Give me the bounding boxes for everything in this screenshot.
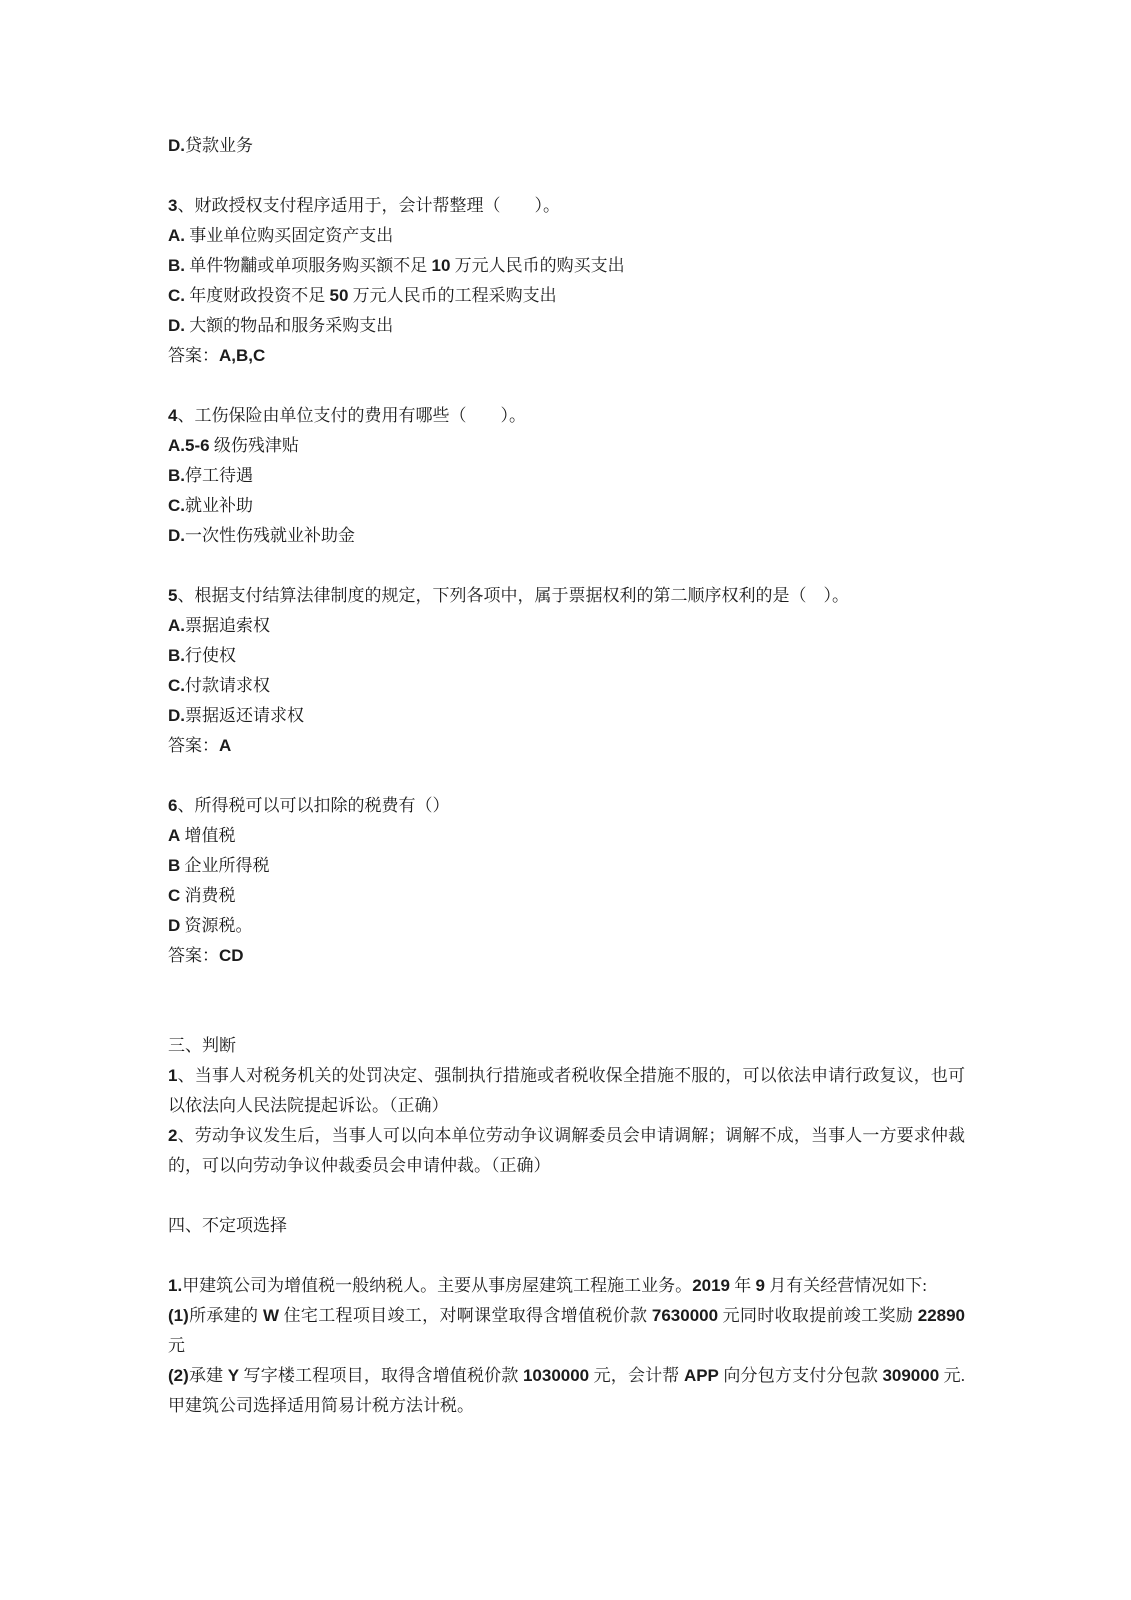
latin-bold-run: APP <box>683 1366 719 1385</box>
text-run: 所承建的 <box>188 1306 263 1325</box>
paragraph <box>168 1121 965 1181</box>
text-run: 元.甲建筑公司选择适用简易计税方法计税。 <box>168 1366 966 1415</box>
latin-bold-run: CD <box>219 946 244 965</box>
latin-bold-run: D. <box>168 706 185 725</box>
text-run: 大额的物品和服务采购支出 <box>185 316 394 335</box>
latin-bold-run: (2) <box>168 1366 189 1385</box>
text-run: 答案： <box>168 946 219 965</box>
blank-line <box>168 971 965 1001</box>
paragraph <box>168 461 965 491</box>
paragraph <box>168 671 965 701</box>
paragraph <box>168 1061 965 1121</box>
latin-bold-run: A. <box>168 226 185 245</box>
text-run: 答案： <box>168 736 219 755</box>
text-run: 月有关经营情况如下: <box>764 1276 927 1295</box>
text-run: 增值税 <box>180 826 236 845</box>
text-run: 企业所得税 <box>180 856 270 875</box>
latin-bold-run: C. <box>168 676 185 695</box>
text-run: 付款请求权 <box>185 676 270 695</box>
text-run: 、劳动争议发生后，当事人可以向本单位劳动争议调解委员会申请调解；调解不成，当事人一方要求仲裁的，可以向劳动争议仲裁委员会申请仲裁。（正确） <box>168 1126 965 1175</box>
text-run: 单件物黼或单项服务购买额不足 <box>185 256 432 275</box>
latin-bold-run: 309000 <box>882 1366 940 1385</box>
text-run: 向分包方支付分包款 <box>718 1366 883 1385</box>
paragraph <box>168 1301 965 1361</box>
text-run: 、当事人对税务机关的处罚决定、强制执行措施或者税收保全措施不服的，可以依法申请行政复议，也可以依法向人民法院提起诉讼。（正确） <box>168 1066 965 1115</box>
latin-bold-run: (1) <box>168 1306 189 1325</box>
blank-line <box>168 161 965 191</box>
paragraph <box>168 431 965 461</box>
paragraph <box>168 581 965 611</box>
paragraph <box>168 311 965 341</box>
text-run: 贷款业务 <box>185 136 253 155</box>
blank-line <box>168 1001 965 1031</box>
latin-bold-run: 4 <box>168 406 178 425</box>
latin-bold-run: A,B,C <box>219 346 266 365</box>
latin-bold-run: B. <box>168 646 185 665</box>
text-run: 资源税。 <box>180 916 253 935</box>
latin-bold-run: 22890 <box>917 1306 966 1325</box>
text-run: 就业补助 <box>185 496 253 515</box>
text-run: 、根据支付结算法律制度的规定，下列各项中，属于票据权利的第二顺序权利的是（ ）。 <box>177 586 849 605</box>
paragraph <box>168 851 965 881</box>
paragraph <box>168 641 965 671</box>
document-body <box>168 131 965 1421</box>
text-run: 万元人民币的工程采购支出 <box>348 286 557 305</box>
text-run: 行使权 <box>185 646 236 665</box>
text-run: 答案： <box>168 346 219 365</box>
text-run: 、工伤保险由单位支付的费用有哪些（ ）。 <box>177 406 526 425</box>
paragraph <box>168 731 965 761</box>
latin-bold-run: 7630000 <box>651 1306 719 1325</box>
paragraph <box>168 941 965 971</box>
paragraph <box>168 131 965 161</box>
blank-line <box>168 1181 965 1211</box>
paragraph <box>168 191 965 221</box>
text-run: 级伤残津贴 <box>209 436 299 455</box>
paragraph <box>168 701 965 731</box>
blank-line <box>168 761 965 791</box>
latin-bold-run: D. <box>168 316 185 335</box>
text-run: 万元人民币的购买支出 <box>450 256 625 275</box>
text-run: 元，会计帮 <box>589 1366 684 1385</box>
text-run: 三、判断 <box>168 1036 236 1055</box>
latin-bold-run: B <box>168 856 181 875</box>
paragraph <box>168 491 965 521</box>
latin-bold-run: C. <box>168 286 185 305</box>
blank-line <box>168 551 965 581</box>
text-run: 票据返还请求权 <box>185 706 304 725</box>
text-run: 年度财政投资不足 <box>185 286 330 305</box>
latin-bold-run: 9 <box>755 1276 765 1295</box>
text-run: 甲建筑公司为增值税一般纳税人。主要从事房屋建筑工程施工业务。 <box>182 1276 693 1295</box>
latin-bold-run: D <box>168 916 181 935</box>
paragraph <box>168 1361 965 1421</box>
paragraph <box>168 791 965 821</box>
latin-bold-run: D. <box>168 526 185 545</box>
latin-bold-run: 6 <box>168 796 178 815</box>
text-run: 事业单位购买固定资产支出 <box>185 226 394 245</box>
text-run: 四、不定项选择 <box>168 1216 287 1235</box>
text-run: 写字楼工程项目，取得含增值税价款 <box>239 1366 523 1385</box>
paragraph <box>168 341 965 371</box>
latin-bold-run: 10 <box>431 256 451 275</box>
text-run: 、财政授权支付程序适用于，会计帮整理（ ）。 <box>177 196 560 215</box>
blank-line <box>168 1241 965 1271</box>
paragraph <box>168 521 965 551</box>
latin-bold-run: A <box>168 826 181 845</box>
text-run: 元同时收取提前竣工奖励 <box>718 1306 918 1325</box>
latin-bold-run: A. <box>168 616 185 635</box>
text-run: 消费税 <box>180 886 236 905</box>
text-run: 停工待遇 <box>185 466 253 485</box>
latin-bold-run: 1. <box>168 1276 183 1295</box>
latin-bold-run: B. <box>168 256 185 275</box>
paragraph <box>168 251 965 281</box>
text-run: 一次性伤残就业补助金 <box>185 526 355 545</box>
paragraph <box>168 221 965 251</box>
paragraph <box>168 611 965 641</box>
latin-bold-run: 5 <box>168 586 178 605</box>
latin-bold-run: 2 <box>168 1126 178 1145</box>
paragraph <box>168 1211 965 1241</box>
latin-bold-run: 3 <box>168 196 178 215</box>
latin-bold-run: 2019 <box>692 1276 731 1295</box>
latin-bold-run: C <box>168 886 181 905</box>
paragraph <box>168 911 965 941</box>
paragraph <box>168 881 965 911</box>
latin-bold-run: A.5-6 <box>168 436 210 455</box>
latin-bold-run: 50 <box>329 286 349 305</box>
paragraph <box>168 1031 965 1061</box>
latin-bold-run: 1030000 <box>522 1366 590 1385</box>
text-run: 住宅工程项目竣工，对啊课堂取得含增值税价款 <box>279 1306 652 1325</box>
text-run: 、所得税可以可以扣除的税费有（） <box>177 796 450 815</box>
text-run: 年 <box>730 1276 756 1295</box>
paragraph <box>168 821 965 851</box>
latin-bold-run: A <box>219 736 232 755</box>
latin-bold-run: 1 <box>168 1066 178 1085</box>
text-run: 承建 <box>188 1366 228 1385</box>
blank-line <box>168 371 965 401</box>
latin-bold-run: B. <box>168 466 185 485</box>
latin-bold-run: D. <box>168 136 185 155</box>
paragraph <box>168 281 965 311</box>
text-run: 元 <box>168 1336 185 1355</box>
latin-bold-run: W <box>262 1306 279 1325</box>
text-run: 票据追索权 <box>185 616 270 635</box>
latin-bold-run: Y <box>227 1366 240 1385</box>
paragraph <box>168 401 965 431</box>
paragraph <box>168 1271 965 1301</box>
latin-bold-run: C. <box>168 496 185 515</box>
